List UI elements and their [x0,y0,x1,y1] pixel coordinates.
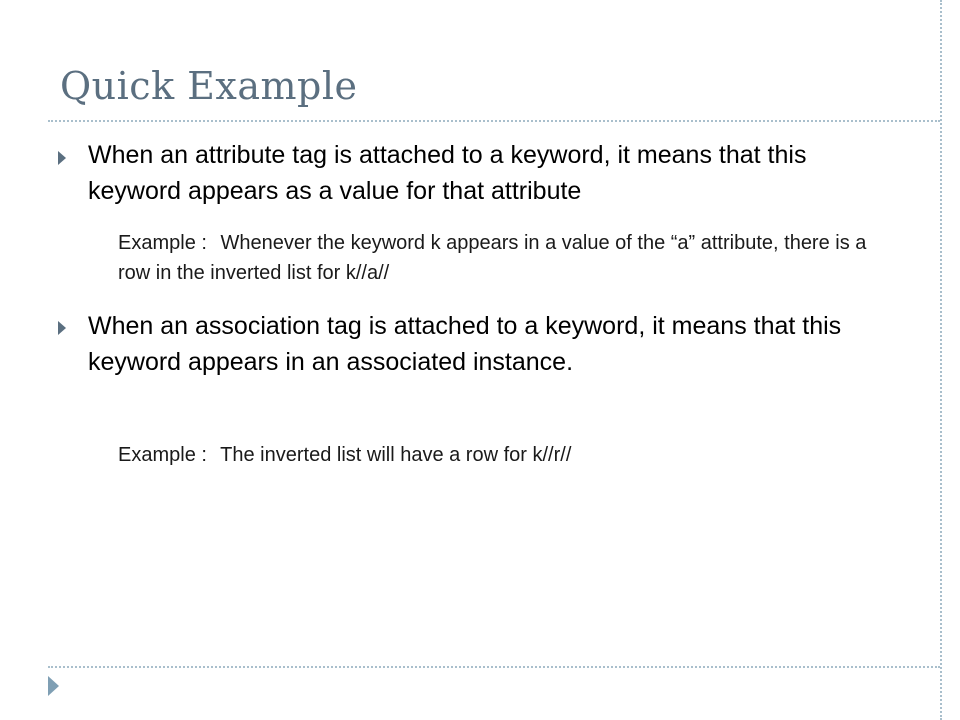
triangle-bullet-icon [58,321,66,335]
example-attribute-tag [118,228,898,288]
example-label: Example : [118,232,207,254]
next-slide-arrow-icon[interactable] [48,676,59,696]
example-text: The inverted list will have a row for k//r// [220,444,572,466]
slide-title: Quick Example [60,64,358,108]
footer-divider [48,666,940,668]
bullet-point-attribute-tag: When an attribute tag is attached to a keyword, it means that this keyword appears as a value for that attribute [88,141,807,205]
right-border-line [940,0,942,720]
bullet-point-association-tag: When an association tag is attached to a keyword, it means that this keyword appears in an associated instance. [88,312,842,376]
example-association-tag [118,440,898,470]
title-divider [48,120,940,122]
triangle-bullet-icon [58,151,66,165]
example-text: Whenever the keyword k appears in a value of the “a” attribute, there is a row in the inverted list for k//a// [118,232,867,284]
example-label: Example : [118,444,207,466]
